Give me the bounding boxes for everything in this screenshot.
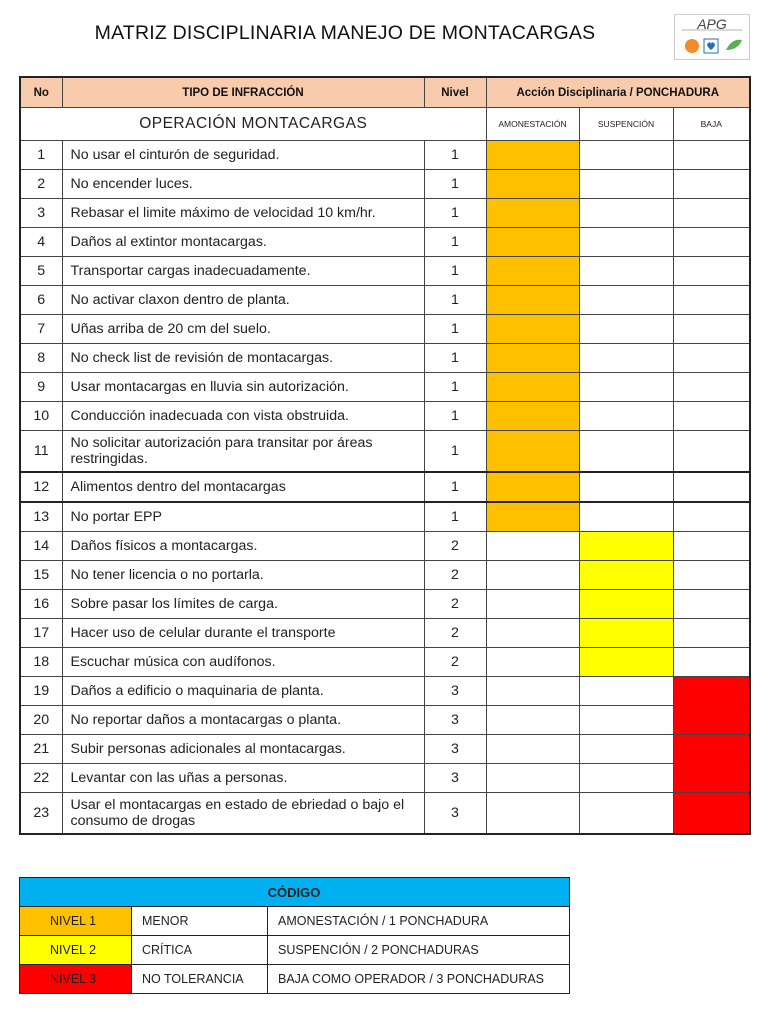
action-cell-amonestacion xyxy=(486,706,579,735)
action-cell-suspencion xyxy=(579,170,673,199)
row-description: No encender luces. xyxy=(62,170,424,199)
action-cell-amonestacion xyxy=(486,228,579,257)
subheader-baja: BAJA xyxy=(673,108,750,141)
action-cell-baja xyxy=(673,793,750,835)
action-cell-baja xyxy=(673,170,750,199)
row-level: 3 xyxy=(424,706,486,735)
row-description: Uñas arriba de 20 cm del suelo. xyxy=(62,315,424,344)
row-number: 2 xyxy=(20,170,62,199)
row-level: 2 xyxy=(424,619,486,648)
row-level: 1 xyxy=(424,373,486,402)
action-cell-suspencion xyxy=(579,706,673,735)
row-number: 10 xyxy=(20,402,62,431)
action-cell-baja xyxy=(673,199,750,228)
row-level: 3 xyxy=(424,793,486,835)
row-description: Levantar con las uñas a personas. xyxy=(62,764,424,793)
table-row xyxy=(20,344,750,373)
row-level: 3 xyxy=(424,764,486,793)
table-row xyxy=(20,764,750,793)
action-cell-baja xyxy=(673,648,750,677)
row-level: 1 xyxy=(424,199,486,228)
row-level: 1 xyxy=(424,472,486,502)
logo-text: APG xyxy=(697,16,727,32)
action-cell-baja xyxy=(673,431,750,473)
row-number: 5 xyxy=(20,257,62,286)
row-description: Rebasar el limite máximo de velocidad 10 km/hr. xyxy=(62,199,424,228)
row-number: 8 xyxy=(20,344,62,373)
action-cell-baja xyxy=(673,141,750,170)
row-level: 2 xyxy=(424,590,486,619)
action-cell-baja xyxy=(673,735,750,764)
page-title: MATRIZ DISCIPLINARIA MANEJO DE MONTACARGAS xyxy=(94,22,596,44)
row-number: 20 xyxy=(20,706,62,735)
codigo-type: CRÍTICA xyxy=(132,936,268,965)
action-cell-suspencion xyxy=(579,502,673,532)
codigo-type: NO TOLERANCIA xyxy=(132,965,268,994)
row-number: 22 xyxy=(20,764,62,793)
action-cell-amonestacion xyxy=(486,619,579,648)
table-row xyxy=(20,502,750,532)
action-cell-suspencion xyxy=(579,532,673,561)
action-cell-suspencion xyxy=(579,764,673,793)
row-description: No activar claxon dentro de planta. xyxy=(62,286,424,315)
action-cell-amonestacion xyxy=(486,199,579,228)
section-title: OPERACIÓN MONTACARGAS xyxy=(20,108,486,141)
row-description: Hacer uso de celular durante el transporte xyxy=(62,619,424,648)
row-description: Escuchar música con audífonos. xyxy=(62,648,424,677)
row-description: No usar el cinturón de seguridad. xyxy=(62,141,424,170)
action-cell-amonestacion xyxy=(486,561,579,590)
table-row xyxy=(20,706,750,735)
row-number: 6 xyxy=(20,286,62,315)
row-level: 2 xyxy=(424,561,486,590)
action-cell-baja xyxy=(673,561,750,590)
table-row xyxy=(20,677,750,706)
header-tipo: TIPO DE INFRACCIÓN xyxy=(62,77,424,108)
row-description: Usar el montacargas en estado de ebriedad o bajo el consumo de drogas xyxy=(62,793,424,835)
action-cell-amonestacion xyxy=(486,141,579,170)
action-cell-amonestacion xyxy=(486,735,579,764)
action-cell-baja xyxy=(673,677,750,706)
table-row xyxy=(20,315,750,344)
table-row xyxy=(20,431,750,473)
action-cell-baja xyxy=(673,472,750,502)
action-cell-baja xyxy=(673,373,750,402)
row-description: Subir personas adicionales al montacargas. xyxy=(62,735,424,764)
action-cell-suspencion xyxy=(579,373,673,402)
row-description: Transportar cargas inadecuadamente. xyxy=(62,257,424,286)
codigo-row xyxy=(20,965,570,994)
header-nivel: Nivel xyxy=(424,77,486,108)
row-number: 15 xyxy=(20,561,62,590)
action-cell-baja xyxy=(673,532,750,561)
subheader-suspencion: SUSPENCIÓN xyxy=(579,108,673,141)
action-cell-suspencion xyxy=(579,228,673,257)
action-cell-suspencion xyxy=(579,344,673,373)
row-number: 7 xyxy=(20,315,62,344)
row-level: 1 xyxy=(424,228,486,257)
row-description: Conducción inadecuada con vista obstruida. xyxy=(62,402,424,431)
table-row xyxy=(20,619,750,648)
action-cell-baja xyxy=(673,706,750,735)
row-number: 11 xyxy=(20,431,62,473)
action-cell-amonestacion xyxy=(486,793,579,835)
codigo-action: SUSPENCIÓN / 2 PONCHADURAS xyxy=(268,936,570,965)
action-cell-baja xyxy=(673,619,750,648)
action-cell-amonestacion xyxy=(486,532,579,561)
row-description: No solicitar autorización para transitar por áreas restringidas. xyxy=(62,431,424,473)
action-cell-amonestacion xyxy=(486,257,579,286)
row-description: Usar montacargas en lluvia sin autorización. xyxy=(62,373,424,402)
row-level: 1 xyxy=(424,170,486,199)
apg-logo xyxy=(674,14,750,60)
row-number: 17 xyxy=(20,619,62,648)
row-description: Daños al extintor montacargas. xyxy=(62,228,424,257)
action-cell-baja xyxy=(673,764,750,793)
row-number: 1 xyxy=(20,141,62,170)
header-no: No xyxy=(20,77,62,108)
action-cell-suspencion xyxy=(579,561,673,590)
action-cell-amonestacion xyxy=(486,590,579,619)
row-level: 1 xyxy=(424,431,486,473)
action-cell-baja xyxy=(673,402,750,431)
row-description: Alimentos dentro del montacargas xyxy=(62,472,424,502)
action-cell-suspencion xyxy=(579,315,673,344)
action-cell-suspencion xyxy=(579,472,673,502)
table-row xyxy=(20,532,750,561)
action-cell-baja xyxy=(673,228,750,257)
action-cell-amonestacion xyxy=(486,677,579,706)
action-cell-suspencion xyxy=(579,619,673,648)
row-number: 13 xyxy=(20,502,62,532)
action-cell-suspencion xyxy=(579,431,673,473)
table-row xyxy=(20,286,750,315)
action-cell-suspencion xyxy=(579,286,673,315)
row-level: 1 xyxy=(424,502,486,532)
action-cell-suspencion xyxy=(579,793,673,835)
codigo-level: NIVEL 2 xyxy=(20,936,132,965)
section-row xyxy=(20,108,750,141)
row-description: No portar EPP xyxy=(62,502,424,532)
codigo-row xyxy=(20,936,570,965)
codigo-level: NIVEL 3 xyxy=(20,965,132,994)
action-cell-amonestacion xyxy=(486,315,579,344)
row-number: 21 xyxy=(20,735,62,764)
row-level: 3 xyxy=(424,735,486,764)
codigo-row xyxy=(20,907,570,936)
action-cell-suspencion xyxy=(579,590,673,619)
codigo-level: NIVEL 1 xyxy=(20,907,132,936)
row-description: No tener licencia o no portarla. xyxy=(62,561,424,590)
action-cell-suspencion xyxy=(579,648,673,677)
action-cell-suspencion xyxy=(579,199,673,228)
action-cell-amonestacion xyxy=(486,344,579,373)
action-cell-suspencion xyxy=(579,402,673,431)
action-cell-suspencion xyxy=(579,257,673,286)
codigo-header-row xyxy=(20,878,570,907)
action-cell-amonestacion xyxy=(486,502,579,532)
action-cell-amonestacion xyxy=(486,373,579,402)
row-number: 23 xyxy=(20,793,62,835)
row-number: 9 xyxy=(20,373,62,402)
row-level: 1 xyxy=(424,257,486,286)
action-cell-baja xyxy=(673,344,750,373)
row-description: Sobre pasar los límites de carga. xyxy=(62,590,424,619)
action-cell-amonestacion xyxy=(486,472,579,502)
action-cell-baja xyxy=(673,502,750,532)
row-number: 12 xyxy=(20,472,62,502)
action-cell-amonestacion xyxy=(486,764,579,793)
action-cell-baja xyxy=(673,590,750,619)
row-description: Daños físicos a montacargas. xyxy=(62,532,424,561)
action-cell-amonestacion xyxy=(486,286,579,315)
row-number: 19 xyxy=(20,677,62,706)
action-cell-baja xyxy=(673,286,750,315)
row-number: 3 xyxy=(20,199,62,228)
row-number: 16 xyxy=(20,590,62,619)
subheader-amonestacion: AMONESTACIÓN xyxy=(486,108,579,141)
row-level: 1 xyxy=(424,141,486,170)
row-description: No check list de revisión de montacargas. xyxy=(62,344,424,373)
table-row xyxy=(20,170,750,199)
action-cell-suspencion xyxy=(579,677,673,706)
table-header-row xyxy=(20,77,750,108)
table-row xyxy=(20,472,750,502)
header-accion: Acción Disciplinaria / PONCHADURA xyxy=(486,77,750,108)
row-level: 2 xyxy=(424,532,486,561)
discipline-matrix-table xyxy=(19,76,751,835)
action-cell-amonestacion xyxy=(486,170,579,199)
row-number: 18 xyxy=(20,648,62,677)
row-level: 2 xyxy=(424,648,486,677)
table-row xyxy=(20,228,750,257)
row-description: No reportar daños a montacargas o planta. xyxy=(62,706,424,735)
row-level: 1 xyxy=(424,344,486,373)
table-row xyxy=(20,373,750,402)
action-cell-amonestacion xyxy=(486,648,579,677)
table-row xyxy=(20,199,750,228)
table-row xyxy=(20,590,750,619)
action-cell-baja xyxy=(673,257,750,286)
action-cell-amonestacion xyxy=(486,402,579,431)
action-cell-suspencion xyxy=(579,141,673,170)
codigo-action: BAJA COMO OPERADOR / 3 PONCHADURAS xyxy=(268,965,570,994)
row-level: 3 xyxy=(424,677,486,706)
table-row xyxy=(20,141,750,170)
action-cell-amonestacion xyxy=(486,431,579,473)
codigo-action: AMONESTACIÓN / 1 PONCHADURA xyxy=(268,907,570,936)
row-number: 14 xyxy=(20,532,62,561)
action-cell-suspencion xyxy=(579,735,673,764)
row-level: 1 xyxy=(424,286,486,315)
action-cell-baja xyxy=(673,315,750,344)
table-row xyxy=(20,402,750,431)
codigo-title: CÓDIGO xyxy=(20,878,570,907)
table-row xyxy=(20,257,750,286)
codigo-type: MENOR xyxy=(132,907,268,936)
row-description: Daños a edificio o maquinaria de planta. xyxy=(62,677,424,706)
row-number: 4 xyxy=(20,228,62,257)
table-row xyxy=(20,648,750,677)
table-row xyxy=(20,793,750,835)
row-level: 1 xyxy=(424,315,486,344)
row-level: 1 xyxy=(424,402,486,431)
table-row xyxy=(20,735,750,764)
codigo-legend-table xyxy=(19,877,570,994)
table-row xyxy=(20,561,750,590)
